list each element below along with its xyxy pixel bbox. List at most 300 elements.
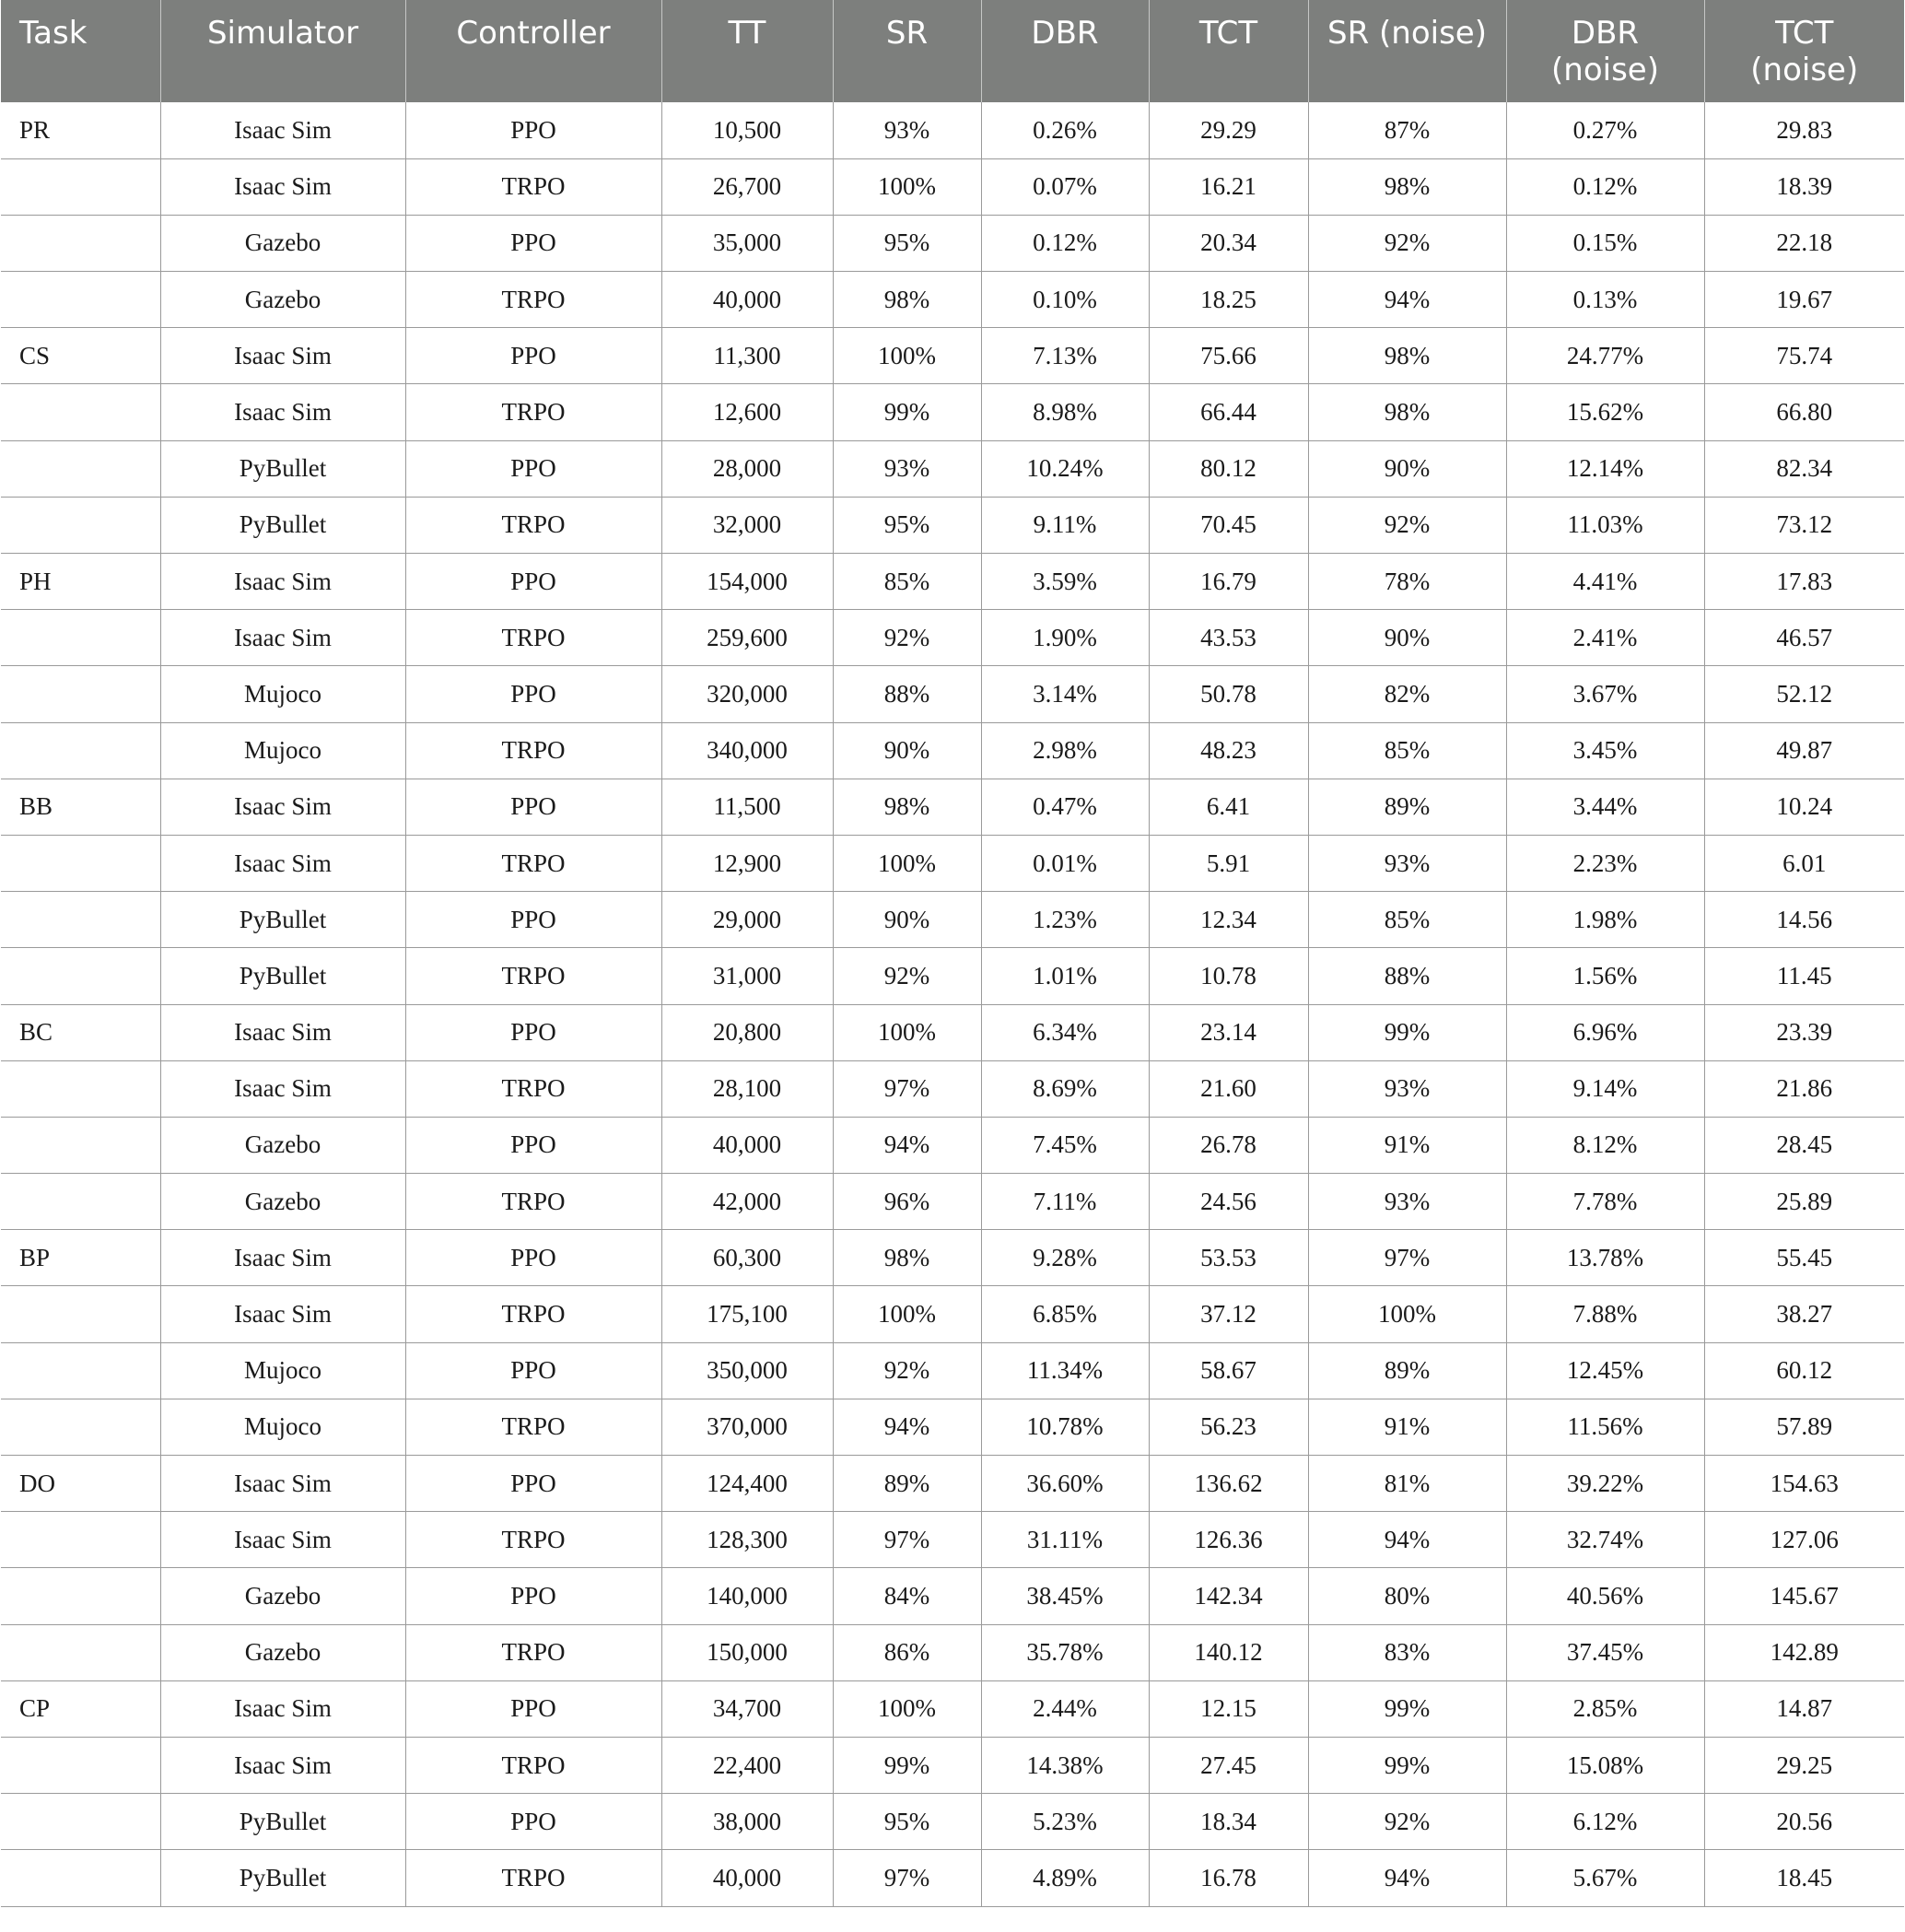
- cell-dbr: 7.13%: [981, 328, 1149, 384]
- cell-simulator: PyBullet: [160, 948, 405, 1004]
- cell-tct: 50.78: [1149, 666, 1308, 722]
- header-row: [1, 0, 1904, 102]
- cell-simulator: Isaac Sim: [160, 1737, 405, 1793]
- cell-sr-noise: 99%: [1308, 1680, 1506, 1737]
- cell-tt: 350,000: [661, 1342, 833, 1399]
- cell-dbr-noise: 15.08%: [1506, 1737, 1704, 1793]
- cell-tct-noise: 25.89: [1704, 1174, 1904, 1230]
- cell-dbr: 9.11%: [981, 497, 1149, 553]
- cell-task: [1, 1342, 160, 1399]
- cell-simulator: Mujoco: [160, 1399, 405, 1455]
- cell-simulator: Isaac Sim: [160, 610, 405, 666]
- cell-tt: 12,600: [661, 384, 833, 440]
- table-body: [1, 102, 1904, 1906]
- column-header-task: Task: [1, 0, 160, 102]
- cell-tct: 20.34: [1149, 215, 1308, 271]
- table-row: [1, 1512, 1904, 1568]
- cell-sr: 95%: [833, 497, 981, 553]
- table-row: [1, 272, 1904, 328]
- cell-sr-noise: 98%: [1308, 384, 1506, 440]
- cell-dbr-noise: 12.14%: [1506, 440, 1704, 497]
- table-row: [1, 1004, 1904, 1060]
- cell-dbr-noise: 37.45%: [1506, 1624, 1704, 1680]
- cell-sr: 95%: [833, 1794, 981, 1850]
- column-header-sr: SR: [833, 0, 981, 102]
- cell-controller: PPO: [405, 554, 661, 610]
- cell-dbr: 7.11%: [981, 1174, 1149, 1230]
- cell-simulator: Isaac Sim: [160, 1456, 405, 1512]
- cell-sr-noise: 94%: [1308, 1850, 1506, 1906]
- cell-dbr-noise: 0.27%: [1506, 102, 1704, 158]
- cell-tt: 175,100: [661, 1286, 833, 1342]
- cell-simulator: Gazebo: [160, 1174, 405, 1230]
- cell-tct-noise: 46.57: [1704, 610, 1904, 666]
- cell-tct: 75.66: [1149, 328, 1308, 384]
- cell-sr: 100%: [833, 328, 981, 384]
- cell-tt: 154,000: [661, 554, 833, 610]
- cell-sr-noise: 81%: [1308, 1456, 1506, 1512]
- cell-simulator: Isaac Sim: [160, 102, 405, 158]
- cell-sr-noise: 85%: [1308, 892, 1506, 948]
- cell-dbr-noise: 8.12%: [1506, 1117, 1704, 1173]
- cell-tct-noise: 154.63: [1704, 1456, 1904, 1512]
- cell-tct-noise: 75.74: [1704, 328, 1904, 384]
- cell-dbr: 38.45%: [981, 1568, 1149, 1624]
- cell-tct: 5.91: [1149, 835, 1308, 891]
- table-row: [1, 1456, 1904, 1512]
- cell-sr-noise: 99%: [1308, 1004, 1506, 1060]
- cell-dbr-noise: 12.45%: [1506, 1342, 1704, 1399]
- cell-tct-noise: 18.45: [1704, 1850, 1904, 1906]
- cell-tct-noise: 11.45: [1704, 948, 1904, 1004]
- column-header-sr-noise: SR (noise): [1308, 0, 1506, 102]
- table-row: [1, 1342, 1904, 1399]
- cell-tct: 136.62: [1149, 1456, 1308, 1512]
- cell-sr-noise: 98%: [1308, 158, 1506, 215]
- cell-tct-noise: 82.34: [1704, 440, 1904, 497]
- cell-tt: 60,300: [661, 1230, 833, 1286]
- cell-controller: TRPO: [405, 1399, 661, 1455]
- cell-controller: TRPO: [405, 835, 661, 891]
- cell-simulator: Isaac Sim: [160, 779, 405, 835]
- cell-tct-noise: 14.56: [1704, 892, 1904, 948]
- table-row: [1, 384, 1904, 440]
- cell-simulator: Isaac Sim: [160, 554, 405, 610]
- cell-sr-noise: 83%: [1308, 1624, 1506, 1680]
- cell-dbr: 31.11%: [981, 1512, 1149, 1568]
- cell-sr: 95%: [833, 215, 981, 271]
- cell-dbr-noise: 6.96%: [1506, 1004, 1704, 1060]
- cell-tct-noise: 21.86: [1704, 1060, 1904, 1117]
- column-header-simulator: Simulator: [160, 0, 405, 102]
- cell-tt: 140,000: [661, 1568, 833, 1624]
- cell-dbr: 35.78%: [981, 1624, 1149, 1680]
- cell-sr: 93%: [833, 102, 981, 158]
- table-row: [1, 1174, 1904, 1230]
- table-row: [1, 1850, 1904, 1906]
- cell-task: [1, 1737, 160, 1793]
- table-row: [1, 1568, 1904, 1624]
- cell-simulator: PyBullet: [160, 440, 405, 497]
- cell-simulator: Isaac Sim: [160, 384, 405, 440]
- table-row: [1, 722, 1904, 779]
- cell-tt: 150,000: [661, 1624, 833, 1680]
- cell-sr: 99%: [833, 384, 981, 440]
- cell-dbr-noise: 5.67%: [1506, 1850, 1704, 1906]
- cell-simulator: Gazebo: [160, 215, 405, 271]
- cell-dbr: 8.98%: [981, 384, 1149, 440]
- cell-sr-noise: 100%: [1308, 1286, 1506, 1342]
- cell-dbr-noise: 9.14%: [1506, 1060, 1704, 1117]
- cell-dbr-noise: 1.98%: [1506, 892, 1704, 948]
- cell-dbr: 2.44%: [981, 1680, 1149, 1737]
- column-header-dbr-noise: DBR (noise): [1506, 0, 1704, 102]
- cell-task: [1, 440, 160, 497]
- cell-sr: 89%: [833, 1456, 981, 1512]
- cell-sr: 98%: [833, 779, 981, 835]
- cell-controller: PPO: [405, 102, 661, 158]
- cell-tct: 140.12: [1149, 1624, 1308, 1680]
- cell-sr: 93%: [833, 440, 981, 497]
- table-row: [1, 158, 1904, 215]
- cell-task: [1, 497, 160, 553]
- cell-controller: PPO: [405, 1680, 661, 1737]
- cell-simulator: Isaac Sim: [160, 1286, 405, 1342]
- cell-dbr-noise: 4.41%: [1506, 554, 1704, 610]
- cell-task: CS: [1, 328, 160, 384]
- cell-task: BB: [1, 779, 160, 835]
- cell-simulator: Isaac Sim: [160, 158, 405, 215]
- cell-tt: 28,100: [661, 1060, 833, 1117]
- cell-dbr: 7.45%: [981, 1117, 1149, 1173]
- cell-task: PH: [1, 554, 160, 610]
- cell-controller: PPO: [405, 440, 661, 497]
- cell-tct: 43.53: [1149, 610, 1308, 666]
- cell-dbr-noise: 2.23%: [1506, 835, 1704, 891]
- cell-controller: PPO: [405, 1342, 661, 1399]
- cell-task: [1, 1850, 160, 1906]
- cell-task: [1, 215, 160, 271]
- cell-controller: TRPO: [405, 497, 661, 553]
- cell-dbr-noise: 7.88%: [1506, 1286, 1704, 1342]
- cell-dbr: 9.28%: [981, 1230, 1149, 1286]
- cell-dbr: 0.01%: [981, 835, 1149, 891]
- cell-tct-noise: 38.27: [1704, 1286, 1904, 1342]
- cell-dbr: 0.12%: [981, 215, 1149, 271]
- cell-sr: 100%: [833, 1286, 981, 1342]
- cell-sr-noise: 94%: [1308, 272, 1506, 328]
- cell-sr: 97%: [833, 1512, 981, 1568]
- table-row: [1, 554, 1904, 610]
- cell-tct: 10.78: [1149, 948, 1308, 1004]
- cell-tct: 70.45: [1149, 497, 1308, 553]
- cell-simulator: Gazebo: [160, 1568, 405, 1624]
- cell-simulator: Isaac Sim: [160, 1230, 405, 1286]
- cell-dbr-noise: 13.78%: [1506, 1230, 1704, 1286]
- cell-dbr: 1.01%: [981, 948, 1149, 1004]
- table-row: [1, 1230, 1904, 1286]
- cell-dbr-noise: 40.56%: [1506, 1568, 1704, 1624]
- cell-task: [1, 892, 160, 948]
- cell-tct: 18.25: [1149, 272, 1308, 328]
- cell-dbr: 36.60%: [981, 1456, 1149, 1512]
- cell-sr-noise: 99%: [1308, 1737, 1506, 1793]
- cell-task: [1, 384, 160, 440]
- cell-tct: 48.23: [1149, 722, 1308, 779]
- cell-tct-noise: 145.67: [1704, 1568, 1904, 1624]
- cell-controller: TRPO: [405, 272, 661, 328]
- cell-tt: 124,400: [661, 1456, 833, 1512]
- cell-task: PR: [1, 102, 160, 158]
- cell-sr-noise: 91%: [1308, 1117, 1506, 1173]
- cell-tt: 34,700: [661, 1680, 833, 1737]
- cell-sr: 94%: [833, 1399, 981, 1455]
- cell-dbr: 0.26%: [981, 102, 1149, 158]
- cell-tct-noise: 28.45: [1704, 1117, 1904, 1173]
- cell-simulator: Isaac Sim: [160, 1680, 405, 1737]
- cell-sr-noise: 98%: [1308, 328, 1506, 384]
- cell-tct-noise: 22.18: [1704, 215, 1904, 271]
- cell-sr: 100%: [833, 158, 981, 215]
- cell-tt: 40,000: [661, 1117, 833, 1173]
- cell-controller: TRPO: [405, 1286, 661, 1342]
- cell-controller: PPO: [405, 1004, 661, 1060]
- cell-tt: 29,000: [661, 892, 833, 948]
- cell-sr: 92%: [833, 610, 981, 666]
- cell-sr: 96%: [833, 1174, 981, 1230]
- cell-sr: 100%: [833, 835, 981, 891]
- cell-sr-noise: 92%: [1308, 1794, 1506, 1850]
- cell-tct-noise: 52.12: [1704, 666, 1904, 722]
- cell-sr-noise: 88%: [1308, 948, 1506, 1004]
- cell-dbr: 8.69%: [981, 1060, 1149, 1117]
- cell-controller: TRPO: [405, 158, 661, 215]
- cell-task: [1, 1286, 160, 1342]
- cell-sr: 92%: [833, 948, 981, 1004]
- cell-controller: TRPO: [405, 722, 661, 779]
- cell-dbr-noise: 11.03%: [1506, 497, 1704, 553]
- cell-dbr-noise: 3.45%: [1506, 722, 1704, 779]
- cell-task: [1, 1512, 160, 1568]
- cell-dbr-noise: 3.44%: [1506, 779, 1704, 835]
- cell-tct: 58.67: [1149, 1342, 1308, 1399]
- cell-tct-noise: 23.39: [1704, 1004, 1904, 1060]
- cell-sr: 90%: [833, 892, 981, 948]
- cell-simulator: Isaac Sim: [160, 1004, 405, 1060]
- cell-controller: TRPO: [405, 948, 661, 1004]
- cell-tt: 128,300: [661, 1512, 833, 1568]
- cell-tct-noise: 66.80: [1704, 384, 1904, 440]
- cell-simulator: Isaac Sim: [160, 328, 405, 384]
- column-header-tct-noise: TCT (noise): [1704, 0, 1904, 102]
- cell-task: [1, 158, 160, 215]
- cell-sr: 100%: [833, 1004, 981, 1060]
- cell-tt: 40,000: [661, 1850, 833, 1906]
- cell-tct-noise: 57.89: [1704, 1399, 1904, 1455]
- results-table: [1, 0, 1904, 1907]
- cell-tt: 12,900: [661, 835, 833, 891]
- cell-controller: PPO: [405, 892, 661, 948]
- cell-tct: 16.21: [1149, 158, 1308, 215]
- cell-tct-noise: 142.89: [1704, 1624, 1904, 1680]
- cell-sr: 88%: [833, 666, 981, 722]
- cell-task: [1, 722, 160, 779]
- cell-tct: 23.14: [1149, 1004, 1308, 1060]
- cell-simulator: Mujoco: [160, 1342, 405, 1399]
- cell-dbr-noise: 2.85%: [1506, 1680, 1704, 1737]
- cell-tct: 26.78: [1149, 1117, 1308, 1173]
- table-row: [1, 102, 1904, 158]
- cell-tct-noise: 55.45: [1704, 1230, 1904, 1286]
- cell-controller: PPO: [405, 328, 661, 384]
- cell-tct-noise: 19.67: [1704, 272, 1904, 328]
- cell-task: [1, 1624, 160, 1680]
- cell-sr-noise: 91%: [1308, 1399, 1506, 1455]
- cell-task: DO: [1, 1456, 160, 1512]
- cell-task: CP: [1, 1680, 160, 1737]
- cell-dbr-noise: 6.12%: [1506, 1794, 1704, 1850]
- cell-tct-noise: 17.83: [1704, 554, 1904, 610]
- cell-tt: 320,000: [661, 666, 833, 722]
- cell-dbr: 14.38%: [981, 1737, 1149, 1793]
- cell-sr: 98%: [833, 1230, 981, 1286]
- cell-task: [1, 1060, 160, 1117]
- cell-tct-noise: 60.12: [1704, 1342, 1904, 1399]
- cell-sr: 98%: [833, 272, 981, 328]
- cell-tct: 21.60: [1149, 1060, 1308, 1117]
- table-row: [1, 1117, 1904, 1173]
- cell-tct-noise: 29.25: [1704, 1737, 1904, 1793]
- cell-tct-noise: 6.01: [1704, 835, 1904, 891]
- cell-dbr-noise: 0.13%: [1506, 272, 1704, 328]
- cell-tct-noise: 10.24: [1704, 779, 1904, 835]
- cell-dbr-noise: 1.56%: [1506, 948, 1704, 1004]
- cell-tt: 11,300: [661, 328, 833, 384]
- cell-controller: TRPO: [405, 1737, 661, 1793]
- cell-tct-noise: 18.39: [1704, 158, 1904, 215]
- table-row: [1, 1060, 1904, 1117]
- cell-controller: PPO: [405, 1794, 661, 1850]
- cell-dbr-noise: 15.62%: [1506, 384, 1704, 440]
- cell-controller: TRPO: [405, 1512, 661, 1568]
- table-row: [1, 948, 1904, 1004]
- cell-sr-noise: 87%: [1308, 102, 1506, 158]
- cell-task: [1, 610, 160, 666]
- cell-sr-noise: 89%: [1308, 779, 1506, 835]
- cell-sr-noise: 85%: [1308, 722, 1506, 779]
- cell-tct: 12.34: [1149, 892, 1308, 948]
- cell-sr: 90%: [833, 722, 981, 779]
- table-row: [1, 440, 1904, 497]
- cell-tt: 22,400: [661, 1737, 833, 1793]
- cell-controller: TRPO: [405, 610, 661, 666]
- cell-sr-noise: 97%: [1308, 1230, 1506, 1286]
- cell-simulator: Isaac Sim: [160, 835, 405, 891]
- cell-sr: 99%: [833, 1737, 981, 1793]
- cell-sr-noise: 94%: [1308, 1512, 1506, 1568]
- cell-dbr-noise: 0.15%: [1506, 215, 1704, 271]
- cell-simulator: PyBullet: [160, 1850, 405, 1906]
- table-row: [1, 779, 1904, 835]
- cell-simulator: Mujoco: [160, 722, 405, 779]
- cell-task: [1, 948, 160, 1004]
- cell-tt: 38,000: [661, 1794, 833, 1850]
- column-header-controller: Controller: [405, 0, 661, 102]
- cell-dbr: 11.34%: [981, 1342, 1149, 1399]
- cell-tct-noise: 127.06: [1704, 1512, 1904, 1568]
- table-row: [1, 835, 1904, 891]
- cell-dbr: 6.34%: [981, 1004, 1149, 1060]
- cell-sr-noise: 93%: [1308, 1060, 1506, 1117]
- cell-dbr: 1.90%: [981, 610, 1149, 666]
- cell-sr-noise: 80%: [1308, 1568, 1506, 1624]
- cell-dbr: 6.85%: [981, 1286, 1149, 1342]
- column-header-tct: TCT: [1149, 0, 1308, 102]
- cell-controller: PPO: [405, 666, 661, 722]
- cell-simulator: Mujoco: [160, 666, 405, 722]
- cell-sr: 85%: [833, 554, 981, 610]
- cell-task: [1, 1794, 160, 1850]
- cell-dbr-noise: 32.74%: [1506, 1512, 1704, 1568]
- cell-tct: 16.78: [1149, 1850, 1308, 1906]
- cell-simulator: Isaac Sim: [160, 1512, 405, 1568]
- cell-tct-noise: 29.83: [1704, 102, 1904, 158]
- cell-tct: 12.15: [1149, 1680, 1308, 1737]
- table-row: [1, 892, 1904, 948]
- cell-simulator: Gazebo: [160, 272, 405, 328]
- cell-tct: 27.45: [1149, 1737, 1308, 1793]
- cell-simulator: PyBullet: [160, 1794, 405, 1850]
- cell-controller: PPO: [405, 215, 661, 271]
- cell-controller: TRPO: [405, 1060, 661, 1117]
- table-row: [1, 1624, 1904, 1680]
- cell-dbr: 1.23%: [981, 892, 1149, 948]
- cell-tt: 31,000: [661, 948, 833, 1004]
- cell-controller: TRPO: [405, 384, 661, 440]
- cell-tt: 340,000: [661, 722, 833, 779]
- cell-task: [1, 272, 160, 328]
- cell-controller: PPO: [405, 779, 661, 835]
- cell-tt: 20,800: [661, 1004, 833, 1060]
- cell-simulator: Isaac Sim: [160, 1060, 405, 1117]
- cell-dbr: 2.98%: [981, 722, 1149, 779]
- table-header: [1, 0, 1904, 102]
- cell-task: [1, 835, 160, 891]
- cell-sr-noise: 90%: [1308, 440, 1506, 497]
- table-row: [1, 1680, 1904, 1737]
- cell-task: BC: [1, 1004, 160, 1060]
- cell-tct: 18.34: [1149, 1794, 1308, 1850]
- cell-controller: PPO: [405, 1117, 661, 1173]
- cell-dbr-noise: 39.22%: [1506, 1456, 1704, 1512]
- cell-task: [1, 1117, 160, 1173]
- cell-tt: 35,000: [661, 215, 833, 271]
- cell-tct: 56.23: [1149, 1399, 1308, 1455]
- table-row: [1, 1737, 1904, 1793]
- table-row: [1, 1794, 1904, 1850]
- cell-sr-noise: 93%: [1308, 1174, 1506, 1230]
- cell-tct: 6.41: [1149, 779, 1308, 835]
- table-row: [1, 215, 1904, 271]
- cell-sr: 97%: [833, 1850, 981, 1906]
- cell-task: [1, 1568, 160, 1624]
- cell-dbr-noise: 24.77%: [1506, 328, 1704, 384]
- cell-tt: 42,000: [661, 1174, 833, 1230]
- cell-tct-noise: 49.87: [1704, 722, 1904, 779]
- cell-tt: 26,700: [661, 158, 833, 215]
- cell-tct: 66.44: [1149, 384, 1308, 440]
- cell-tct: 24.56: [1149, 1174, 1308, 1230]
